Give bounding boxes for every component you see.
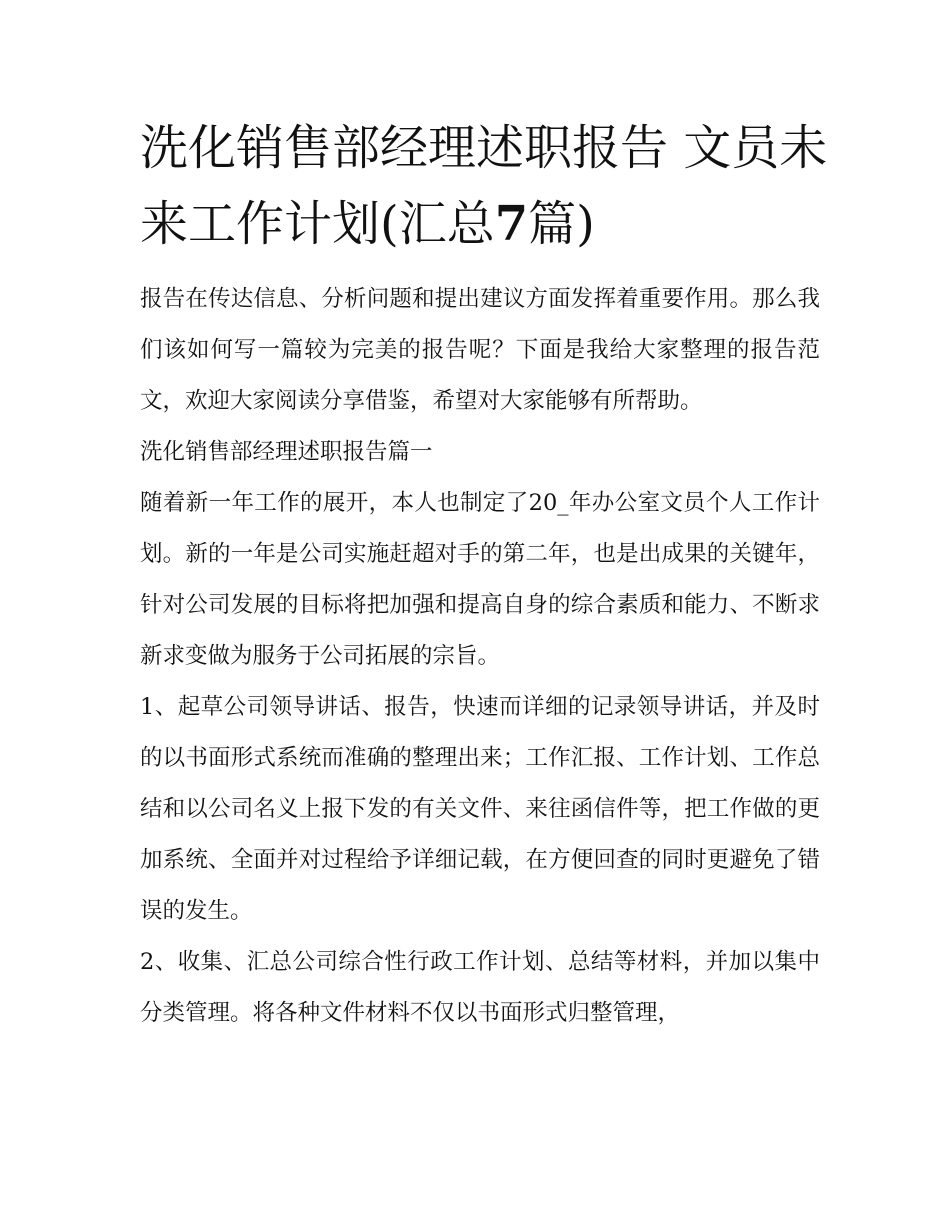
title-count: 7 (494, 196, 529, 252)
title-text-part1: 洗化销售部经理述职报告 文员未来工作计划(汇总 (140, 120, 828, 252)
title-text-part2: 篇) (528, 196, 595, 252)
body-paragraph-3: 2、收集、汇总公司综合性行政工作计划、总结等材料，并加以集中分类管理。将各种文件材料不仅以书面形式归整管理， (140, 949, 820, 1026)
document-body (140, 274, 820, 1039)
intro-paragraph: 报告在传达信息、分析问题和提出建议方面发挥着重要作用。那么我们该如何写一篇较为完美的报告呢？下面是我给大家整理的报告范文，欢迎大家阅读分享借鉴，希望对大家能够有所帮助。 (140, 286, 820, 414)
body-paragraph-1: 随着新一年工作的展开，本人也制定了20_年办公室文员个人工作计划。新的一年是公司实施赶超对手的第二年，也是出成果的关键年，针对公司发展的目标将把加强和提高自身的综合素质和能力、不断求新求变做为服务于公司拓展的宗旨。 (140, 490, 820, 669)
section-heading: 洗化销售部经理述职报告篇一 (140, 439, 433, 465)
body-paragraph-2: 1、起草公司领导讲话、报告，快速而详细的记录领导讲话，并及时的以书面形式系统而准确的整理出来；工作汇报、工作计划、工作总结和以公司名义上报下发的有关文件、来往函信件等，把工作做的更加系统、全面并对过程给予详细记载，在方便回查的同时更避免了错误的发生。 (140, 694, 820, 924)
document-title (140, 110, 830, 262)
